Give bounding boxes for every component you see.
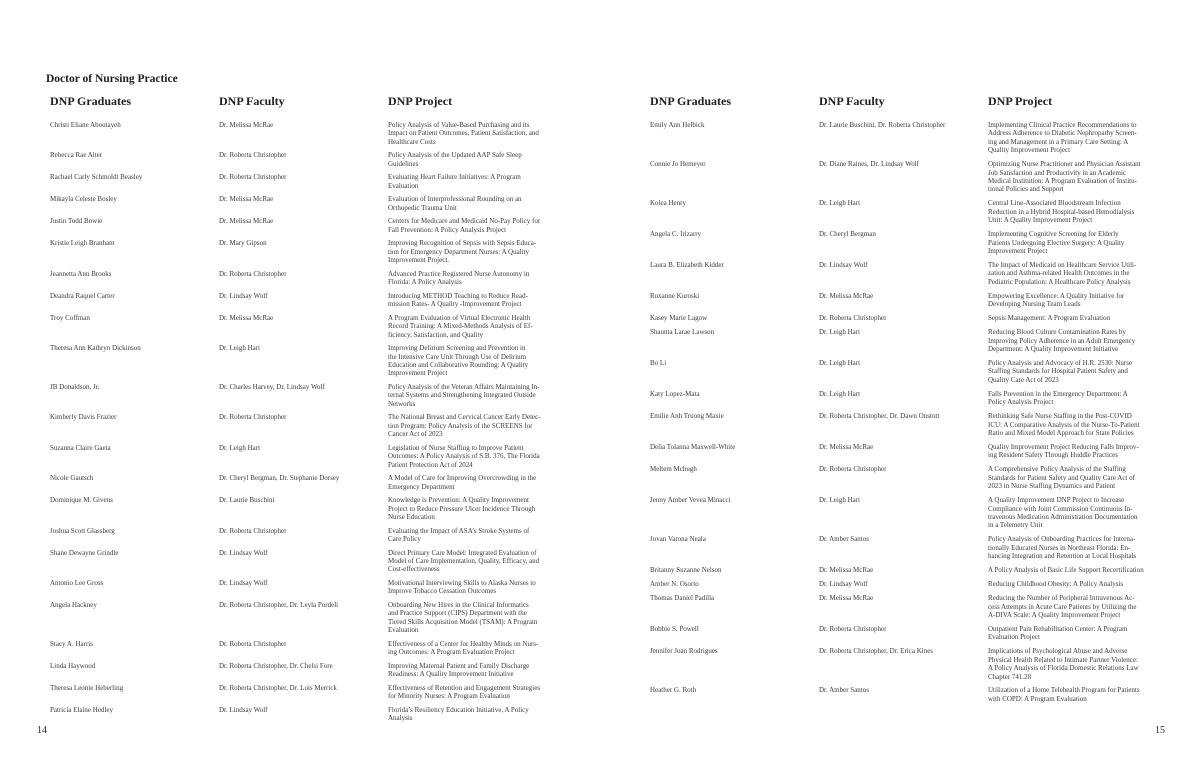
- project-title: Knowledge is Prevention: A Quality Improvement Project to Reduce Pressure Ulcer Incidence Through Nurse Education: [388, 496, 536, 521]
- project-title: Motivational Interviewing Skills to Alaska Nurses to Improve Tobacco Cessation Outcomes: [388, 578, 536, 596]
- header-project: DNP Project: [988, 94, 1053, 108]
- project-title: Improving Recognition of Sepsis with Sepsis Educa- tion for Emergency Department Nurses: A Quality Improvement Project.: [388, 239, 537, 265]
- project-title: Improving Delirium Screening and Prevention in the Intensive Care Unit Through Use of Delirium Education and Collaborative Rounding: A Quality Improvement Project: [388, 344, 529, 378]
- table-row: [50, 662, 570, 684]
- right-page: [600, 0, 1200, 769]
- graduate-name: Justin Todd Bowie: [50, 217, 103, 226]
- graduate-name: Theresa Leonie Heberling: [50, 683, 124, 692]
- faculty-name: Dr. Mary Gipson: [219, 239, 267, 248]
- graduate-name: Mikayla Celeste Bosley: [50, 195, 117, 204]
- project-title: Quality Improvement Project Reducing Falls Improv- ing Resident Safety Through Huddle Practices: [988, 442, 1139, 460]
- table-row: [650, 359, 1170, 390]
- graduate-name: Jennifer Joan Rodrigues: [650, 647, 718, 656]
- faculty-name: Dr. Lindsay Wolf: [219, 548, 268, 557]
- table-row: [50, 706, 570, 728]
- graduate-name: Delia Tolanna Maxwell-White: [650, 442, 736, 451]
- faculty-name: Dr. Roberta Christopher: [819, 314, 887, 323]
- faculty-name: Dr. Laurie Buschini: [219, 496, 275, 505]
- graduate-name: Amber N. Osorto: [650, 580, 699, 589]
- project-title: Rethinking Safe Nurse Staffing in the Post-COVID ICU: A Comparative Analysis of the Nurse-To-Patient Ratio and Mixed Model Approach for State Policies: [988, 412, 1140, 437]
- table-row: [650, 328, 1170, 359]
- table-row: [50, 474, 570, 496]
- table-row: [650, 412, 1170, 443]
- faculty-name: Dr. Lindsay Wolf: [819, 580, 868, 589]
- table-row: [50, 383, 570, 413]
- graduate-name: Nicole Gautsch: [50, 474, 94, 483]
- graduate-name: Bo Li: [650, 358, 667, 367]
- faculty-name: Dr. Leigh Hart: [819, 358, 861, 367]
- graduate-name: Kolea Henry: [650, 199, 686, 208]
- faculty-name: Dr. Lindsay Wolf: [219, 291, 268, 300]
- graduate-name: Laura B. Elizabeth Kidder: [650, 260, 724, 269]
- graduate-name: Joshua Scott Glassberg: [50, 526, 115, 535]
- table-row: [50, 270, 570, 292]
- faculty-name: Dr. Lindsay Wolf: [219, 578, 268, 587]
- project-title: Implementing Cognitive Screening for Elderly Patients Undergoing Elective Surgery: A Quality Improvement Project: [988, 230, 1125, 255]
- section-title: Doctor of Nursing Practice: [46, 73, 178, 85]
- project-title: Onboarding New Hires in the Clinical Informatics and Practice Support (CIPS) Department with the Tiered Skills Acquisition Model (TSAM): A Program Evaluation: [388, 600, 538, 635]
- faculty-name: Dr. Leigh Hart: [219, 443, 261, 452]
- graduate-name: Kasey Marie Lagow: [650, 314, 708, 323]
- faculty-name: Dr. Laurie Buschini, Dr. Roberta Christopher: [819, 121, 946, 129]
- project-title: Reducing Blood Culture Contamination Rates by Improving Policy Adherence in an Adult Emergency Department: A Quality Improvement Initiative: [988, 328, 1136, 353]
- graduate-name: Jeannetta Ann Brooks: [50, 269, 112, 278]
- project-title: Optimizing Nurse Practitioner and Physician Assistant Job Satisfaction and Productivity in an Academic Medical Institution: A Program Evaluation of Institu- tional Policies and Support: [988, 160, 1141, 194]
- project-title: A Quality Improvement DNP Project to Increase Compliance with Joint Commission Continuous In- travenous Medication Administration Documentation in a Telemetry Unit: [988, 496, 1138, 530]
- page-number-left: 14: [37, 725, 47, 736]
- graduate-name: Linda Haywood: [50, 661, 96, 670]
- table-row: [650, 625, 1170, 647]
- graduate-name: Jovan Varona Neala: [650, 535, 706, 544]
- table-row: [650, 496, 1170, 535]
- faculty-name: Dr. Cheryl Bergman: [819, 230, 876, 239]
- table-row: [650, 443, 1170, 465]
- table-row: [650, 686, 1170, 708]
- page-number-right: 15: [1155, 725, 1165, 736]
- faculty-name: Dr. Roberta Christopher: [819, 624, 887, 633]
- faculty-name: Dr. Roberta Christopher: [219, 639, 287, 648]
- right-graduate-list: [650, 121, 1170, 709]
- faculty-name: Dr. Roberta Christopher, Dr. Chelsi Fore: [219, 661, 333, 670]
- faculty-name: Dr. Amber Santos: [819, 535, 869, 544]
- graduate-name: Antonio Lee Gross: [50, 578, 104, 587]
- project-title: Central Line-Associated Bloodstream Infection Reduction in a Hybrid Hospital-based Hemodialysis Unit: A Quality Improvement Project: [988, 199, 1135, 225]
- faculty-name: Dr. Roberta Christopher: [219, 526, 287, 535]
- graduate-name: Meltem Mchugh: [650, 465, 697, 474]
- project-title: Reducing the Number of Peripheral Intravenous Ac- cess Attempts in Acute Care Patients by Utilizing the A-DIVA Scale: A Quality Improvement Project: [988, 594, 1137, 619]
- project-title: Policy Analysis of Onboarding Practices for Interna- tionally Educated Nurses in Northeast Florida: En- hancing Integration and Retention at Local Hospitals: [988, 535, 1137, 561]
- faculty-name: Dr. Leigh Hart: [819, 199, 861, 208]
- table-row: [650, 580, 1170, 594]
- table-row: [650, 230, 1170, 261]
- table-row: [50, 121, 570, 151]
- faculty-name: Dr. Roberta Christopher, Dr. Lois Merrick: [219, 683, 337, 692]
- project-title: Florida’s Resiliency Education Initiative, A Policy Analysis: [388, 705, 529, 723]
- faculty-name: Dr. Leigh Hart: [819, 496, 861, 505]
- project-title: Direct Primary Care Model: Integrated Evaluation of Model of Care Implementation, Quality, Efficacy, and Cost-effectiveness: [388, 548, 540, 574]
- table-row: [650, 261, 1170, 292]
- graduate-name: Bobbie S. Powell: [650, 624, 699, 633]
- graduate-name: Suzanna Claire Gaeta: [50, 443, 111, 452]
- faculty-name: Dr. Diane Raines, Dr. Lindsay Wolf: [819, 160, 920, 169]
- faculty-name: Dr. Melissa McRae: [819, 594, 874, 603]
- graduate-name: Troy Coffman: [50, 313, 90, 322]
- faculty-name: Dr. Roberta Christopher: [219, 151, 287, 160]
- project-title: Policy Analysis of the Veteran Affairs Maintaining In- ternal Systems and Strengthening Integrated Outside Networks: [388, 382, 540, 408]
- faculty-name: Dr. Leigh Hart: [819, 389, 861, 398]
- faculty-name: Dr. Roberta Christopher: [219, 269, 287, 278]
- header-faculty: DNP Faculty: [819, 94, 885, 108]
- project-title: The Impact of Medicaid on Healthcare Service Utili- zation and Asthma-related Health Outcomes in the Pediatric Population: A Healthcare Policy Analysis: [988, 260, 1137, 286]
- graduate-name: Emily Ann Helbick: [650, 121, 705, 129]
- table-row: [50, 314, 570, 344]
- faculty-name: Dr. Lindsay Wolf: [819, 260, 868, 269]
- graduate-name: Patricia Elaine Hedley: [50, 705, 113, 714]
- project-title: Centers for Medicare and Medicaid No-Pay Policy for Fall Prevention: A Policy Analysis Project: [388, 217, 541, 234]
- faculty-name: Dr. Melissa McRae: [219, 195, 274, 204]
- project-title: Policy Analysis and Advocacy of H.R. 2530: Nurse Staffing Standards for Hospital Patient Safety and Quality Care Act of 2023: [988, 358, 1133, 384]
- table-row: [650, 465, 1170, 496]
- project-title: Legislation of Nurse Staffing to Improve Patient Outcomes: A Policy Analysis of S.B. 376, The Florida Patient Protection Act of 2024: [388, 443, 540, 469]
- faculty-name: Dr. Melissa McRae: [219, 217, 274, 226]
- project-title: Utilization of a Home Telehealth Program for Patients with COPD: A Program Evaluation: [988, 686, 1140, 703]
- project-title: A Model of Care for Improving Overcrowding in the Emergency Department: [388, 474, 537, 491]
- faculty-name: Dr. Leigh Hart: [219, 344, 261, 353]
- project-title: The National Breast and Cervical Cancer Early Detec- tion Program: Policy Analysis of the SCREENS for Cancer Act of 2023: [388, 413, 541, 439]
- faculty-name: Dr. Amber Santos: [819, 686, 869, 695]
- project-title: Evaluating Heart Failure Initiatives: A Program Evaluation: [388, 173, 521, 190]
- header-faculty: DNP Faculty: [219, 94, 285, 108]
- table-row: [50, 601, 570, 640]
- faculty-name: Dr. Roberta Christopher, Dr. Dawn Onstott: [819, 412, 940, 421]
- graduate-name: Rebecca Rae Alter: [50, 151, 103, 160]
- project-title: Advanced Practice Registered Nurse Autonomy in Florida: A Policy Analysis: [388, 269, 530, 287]
- project-title: Empowering Excellence: A Quality Initiative for Developing Nursing Team Leads: [988, 291, 1125, 309]
- table-row: [650, 121, 1170, 160]
- project-title: Outpatient Pain Rehabilitation Center: A Program Evaluation Project: [988, 624, 1128, 642]
- project-title: Implications of Psychological Abuse and Adverse Physical Health Related to Intimate Partner Violence: A Policy Analysis of Florida Domestic Relations Law Chapter 741.28: [988, 647, 1139, 681]
- table-row: [650, 292, 1170, 314]
- header-graduates: DNP Graduates: [50, 94, 131, 108]
- faculty-name: Dr. Melissa McRae: [819, 442, 874, 451]
- project-title: Reducing Childhood Obesity: A Policy Analysis: [988, 580, 1124, 589]
- faculty-name: Dr. Roberta Christopher: [219, 413, 287, 422]
- graduate-name: Emilie Anh Truong Maxie: [650, 412, 724, 421]
- graduate-name: Christi Eliane Aboutayeh: [50, 121, 121, 129]
- project-title: Implementing Clinical Practice Recommendations to Address Adherence to Diabetic Nephropathy Screen- ing and Management in a Primary Care Setting: A Quality Improvement Project: [988, 121, 1137, 155]
- graduate-name: Kimberly Davis Frazier: [50, 413, 117, 422]
- faculty-name: Dr. Melissa McRae: [819, 291, 874, 300]
- table-row: [50, 292, 570, 314]
- project-title: A Comprehensive Policy Analysis of the Staffing Standards for Patient Safety and Quality Care Act of 2023 in Nurse Staffing Dynamics and Patient: [988, 465, 1135, 491]
- project-title: Effectiveness of Retention and Engagement Strategies for Minority Nurses: A Program Evaluation: [388, 683, 541, 701]
- table-row: [50, 496, 570, 526]
- graduate-name: Angela Hackney: [50, 600, 97, 609]
- project-title: Evaluation of Interprofessional Rounding on an Orthopedic Trauma Unit: [388, 195, 522, 212]
- project-title: A Program Evaluation of Virtual Electronic Health Record Training: A Mixed-Methods Analysis of Ef- ficiency, Satisfaction, and Quality: [388, 313, 533, 339]
- table-row: [650, 566, 1170, 580]
- table-row: [50, 239, 570, 269]
- left-graduate-list: [50, 121, 570, 728]
- graduate-name: Jenny Amber Vevea Minacci: [650, 496, 731, 505]
- faculty-name: Dr. Charles Harvey, Dr. Lindsay Wolf: [219, 382, 325, 391]
- table-row: [50, 173, 570, 195]
- table-row: [650, 594, 1170, 625]
- graduate-name: Heather G. Roth: [650, 686, 697, 695]
- project-title: Improving Maternal Patient and Family Discharge Readiness: A Quality Improvement Initiative: [388, 661, 530, 679]
- faculty-name: Dr. Roberta Christopher: [819, 465, 887, 474]
- faculty-name: Dr. Lindsay Wolf: [219, 705, 268, 714]
- graduate-name: Shane Dewayne Grindle: [50, 548, 119, 557]
- project-title: Falls Prevention in the Emergency Department: A Policy Analysis Project: [988, 389, 1128, 407]
- graduate-name: Britanny Suzanne Nelson: [650, 566, 722, 575]
- table-row: [650, 314, 1170, 328]
- faculty-name: Dr. Melissa McRae: [219, 313, 274, 322]
- graduate-name: Stacy A. Harris: [50, 639, 93, 648]
- table-row: [50, 217, 570, 239]
- table-row: [50, 444, 570, 474]
- faculty-name: Dr. Roberta Christopher, Dr. Leyla Pordeli: [219, 600, 339, 609]
- table-row: [50, 344, 570, 383]
- faculty-name: Dr. Roberta Christopher, Dr. Erica Kines: [819, 647, 934, 656]
- graduate-name: Thomas Daniel Padilla: [650, 594, 715, 603]
- table-row: [50, 413, 570, 443]
- graduate-name: Rachael Carly Schmoldt Beasley: [50, 173, 143, 182]
- table-row: [50, 527, 570, 549]
- table-row: [650, 647, 1170, 686]
- project-title: Introducing METHOD Teaching to Reduce Read- mission Rates- A Quality -Improvement Project: [388, 291, 528, 309]
- graduate-name: Kristie Leigh Branham: [50, 239, 115, 248]
- graduate-name: Dominique M. Givens: [50, 496, 113, 505]
- project-title: Policy Analysis of the Updated AAP Safe Sleep Guidelines: [388, 151, 522, 168]
- table-row: [50, 640, 570, 662]
- project-title: Sepsis Management: A Program Evaluation: [988, 314, 1111, 323]
- faculty-name: Dr. Melissa McRae: [819, 566, 874, 575]
- graduate-name: Katy Lopez-Mata: [650, 389, 700, 398]
- project-title: Evaluating the Impact of ASA’s Stroke Systems of Care Policy: [388, 526, 530, 543]
- table-row: [50, 195, 570, 217]
- project-title: A Policy Analysis of Basic Life Support Recertification: [988, 566, 1144, 575]
- header-graduates: DNP Graduates: [650, 94, 731, 108]
- project-title: Effectiveness of a Center for Healthy Minds on Nurs- ing Outcomes: A Program Evaluation Project: [388, 639, 539, 657]
- faculty-name: Dr. Melissa McRae: [219, 121, 274, 129]
- table-row: [50, 549, 570, 579]
- header-project: DNP Project: [388, 94, 453, 108]
- project-title: Policy Analysis of Value-Based Purchasing and its Impact on Patient Outcomes, Patient Satisfaction, and Healthcare Costs: [388, 121, 539, 146]
- table-row: [650, 160, 1170, 199]
- graduate-name: Shaunta Larae Lawson: [650, 328, 715, 337]
- graduate-name: Theresa Ann Kathryn Dickinson: [50, 344, 141, 353]
- graduate-name: Angela C. Irizarry: [650, 230, 702, 239]
- graduate-name: JB Donaldson, Jr.: [50, 382, 100, 391]
- faculty-name: Dr. Cheryl Bergman, Dr. Stephanie Dorsey: [219, 474, 340, 483]
- table-row: [50, 151, 570, 173]
- graduate-name: Deandra Raquel Carter: [50, 291, 115, 300]
- graduate-name: Roxanne Kuroski: [650, 291, 700, 300]
- table-row: [50, 684, 570, 706]
- graduate-name: Connie Jo Hemeyer: [650, 160, 706, 169]
- table-row: [50, 579, 570, 601]
- faculty-name: Dr. Roberta Christopher: [219, 173, 287, 182]
- table-row: [650, 535, 1170, 566]
- table-row: [650, 199, 1170, 230]
- table-row: [650, 390, 1170, 412]
- faculty-name: Dr. Leigh Hart: [819, 328, 861, 337]
